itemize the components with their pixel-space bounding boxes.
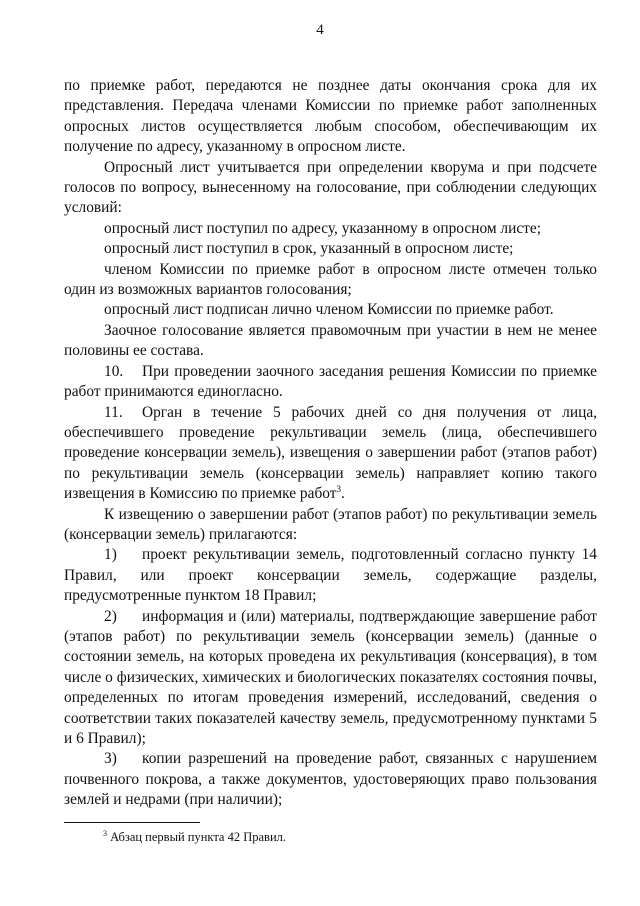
paragraph-text: членом Комиссии по приемке работ в опросном листе отмечен только один из возможных вариантов голосования; [64, 260, 597, 299]
document-body [64, 76, 597, 811]
paragraph-text: опросный лист подписан лично членом Комиссии по приемке работ. [104, 301, 554, 319]
paragraph [64, 76, 597, 158]
paragraph-number: 1) [104, 546, 117, 564]
paragraph [64, 321, 597, 362]
paragraph-text: опросный лист поступил в срок, указанный в опросном листе; [104, 240, 514, 258]
footnote [103, 829, 583, 845]
paragraph-text: Орган в течение 5 рабочих дней со дня получения от лица, обеспечившего проведение рекультивации земель (лица, обеспечившего проведение консервации земель), извещения о завершении работ (этапов работ) по рекультивации земель (консервации земель) направляет копию такого извещения в Комиссию по приемке работ [64, 403, 597, 503]
paragraph [64, 158, 597, 219]
paragraph-text: опросный лист поступил по адресу, указанному в опросном листе; [104, 219, 542, 237]
paragraph-text: При проведении заочного заседания решения Комиссии по приемке работ принимаются единогласно. [64, 362, 597, 401]
footnote-reference: 3 [336, 484, 342, 494]
paragraph [64, 505, 597, 546]
paragraph-text: по приемке работ, передаются не позднее даты окончания срока для их представления. Передача членами Комиссии по приемке работ заполненных опросных листов осуществляется любым способом, обеспечивающим их получение по адресу, указанному в опросном листе. [64, 77, 597, 156]
page-number: 4 [316, 22, 324, 38]
paragraph [64, 260, 597, 301]
paragraph-tail: . [341, 485, 345, 503]
paragraph-text: К извещению о завершении работ (этапов работ) по рекультивации земель (консервации земель) прилагаются: [64, 505, 597, 543]
footnote-mark: 3 [103, 828, 107, 838]
paragraph [64, 300, 597, 320]
paragraph-number: 11. [104, 403, 123, 421]
paragraph-text: Опросный лист учитывается при определении кворума и при подсчете голосов по вопросу, вынесенному на голосование, при соблюдении следующих условий: [64, 158, 597, 217]
paragraph [64, 403, 597, 505]
paragraph [64, 239, 597, 259]
paragraph [64, 362, 597, 403]
paragraph-text: информация и (или) материалы, подтверждающие завершение работ (этапов работ) по рекультивации земель (консервации земель) (данные о состоянии земель, на которых проведена их рекультивация (консервация), в том числе о физических, химических и биологических показателях состояния почвы, определенных по итогам проведения измерений, исследований, сведения о соответствии таких показателей качеству земель, предусмотренному пунктами 5 и 6 Правил); [64, 607, 597, 747]
paragraph [64, 545, 597, 606]
paragraph-text: Заочное голосование является правомочным при участии в нем не менее половины ее состава. [64, 321, 597, 360]
paragraph-number: 2) [104, 607, 117, 625]
paragraph-number: 3) [104, 750, 117, 768]
footnote-divider [64, 822, 200, 823]
footnote-text: Абзац первый пункта 42 Правил. [107, 830, 287, 844]
paragraph [64, 219, 597, 239]
paragraph-text: копии разрешений на проведение работ, связанных с нарушением почвенного покрова, а также документов, удостоверяющих право пользования землей и недрами (при наличии); [64, 750, 597, 809]
paragraph [64, 607, 597, 750]
paragraph-text: проект рекультивации земель, подготовленный согласно пункту 14 Правил, или проект консервации земель, содержащие разделы, предусмотренные пунктом 18 Правил; [64, 546, 597, 605]
paragraph [64, 749, 597, 810]
paragraph-number: 10. [104, 362, 124, 380]
